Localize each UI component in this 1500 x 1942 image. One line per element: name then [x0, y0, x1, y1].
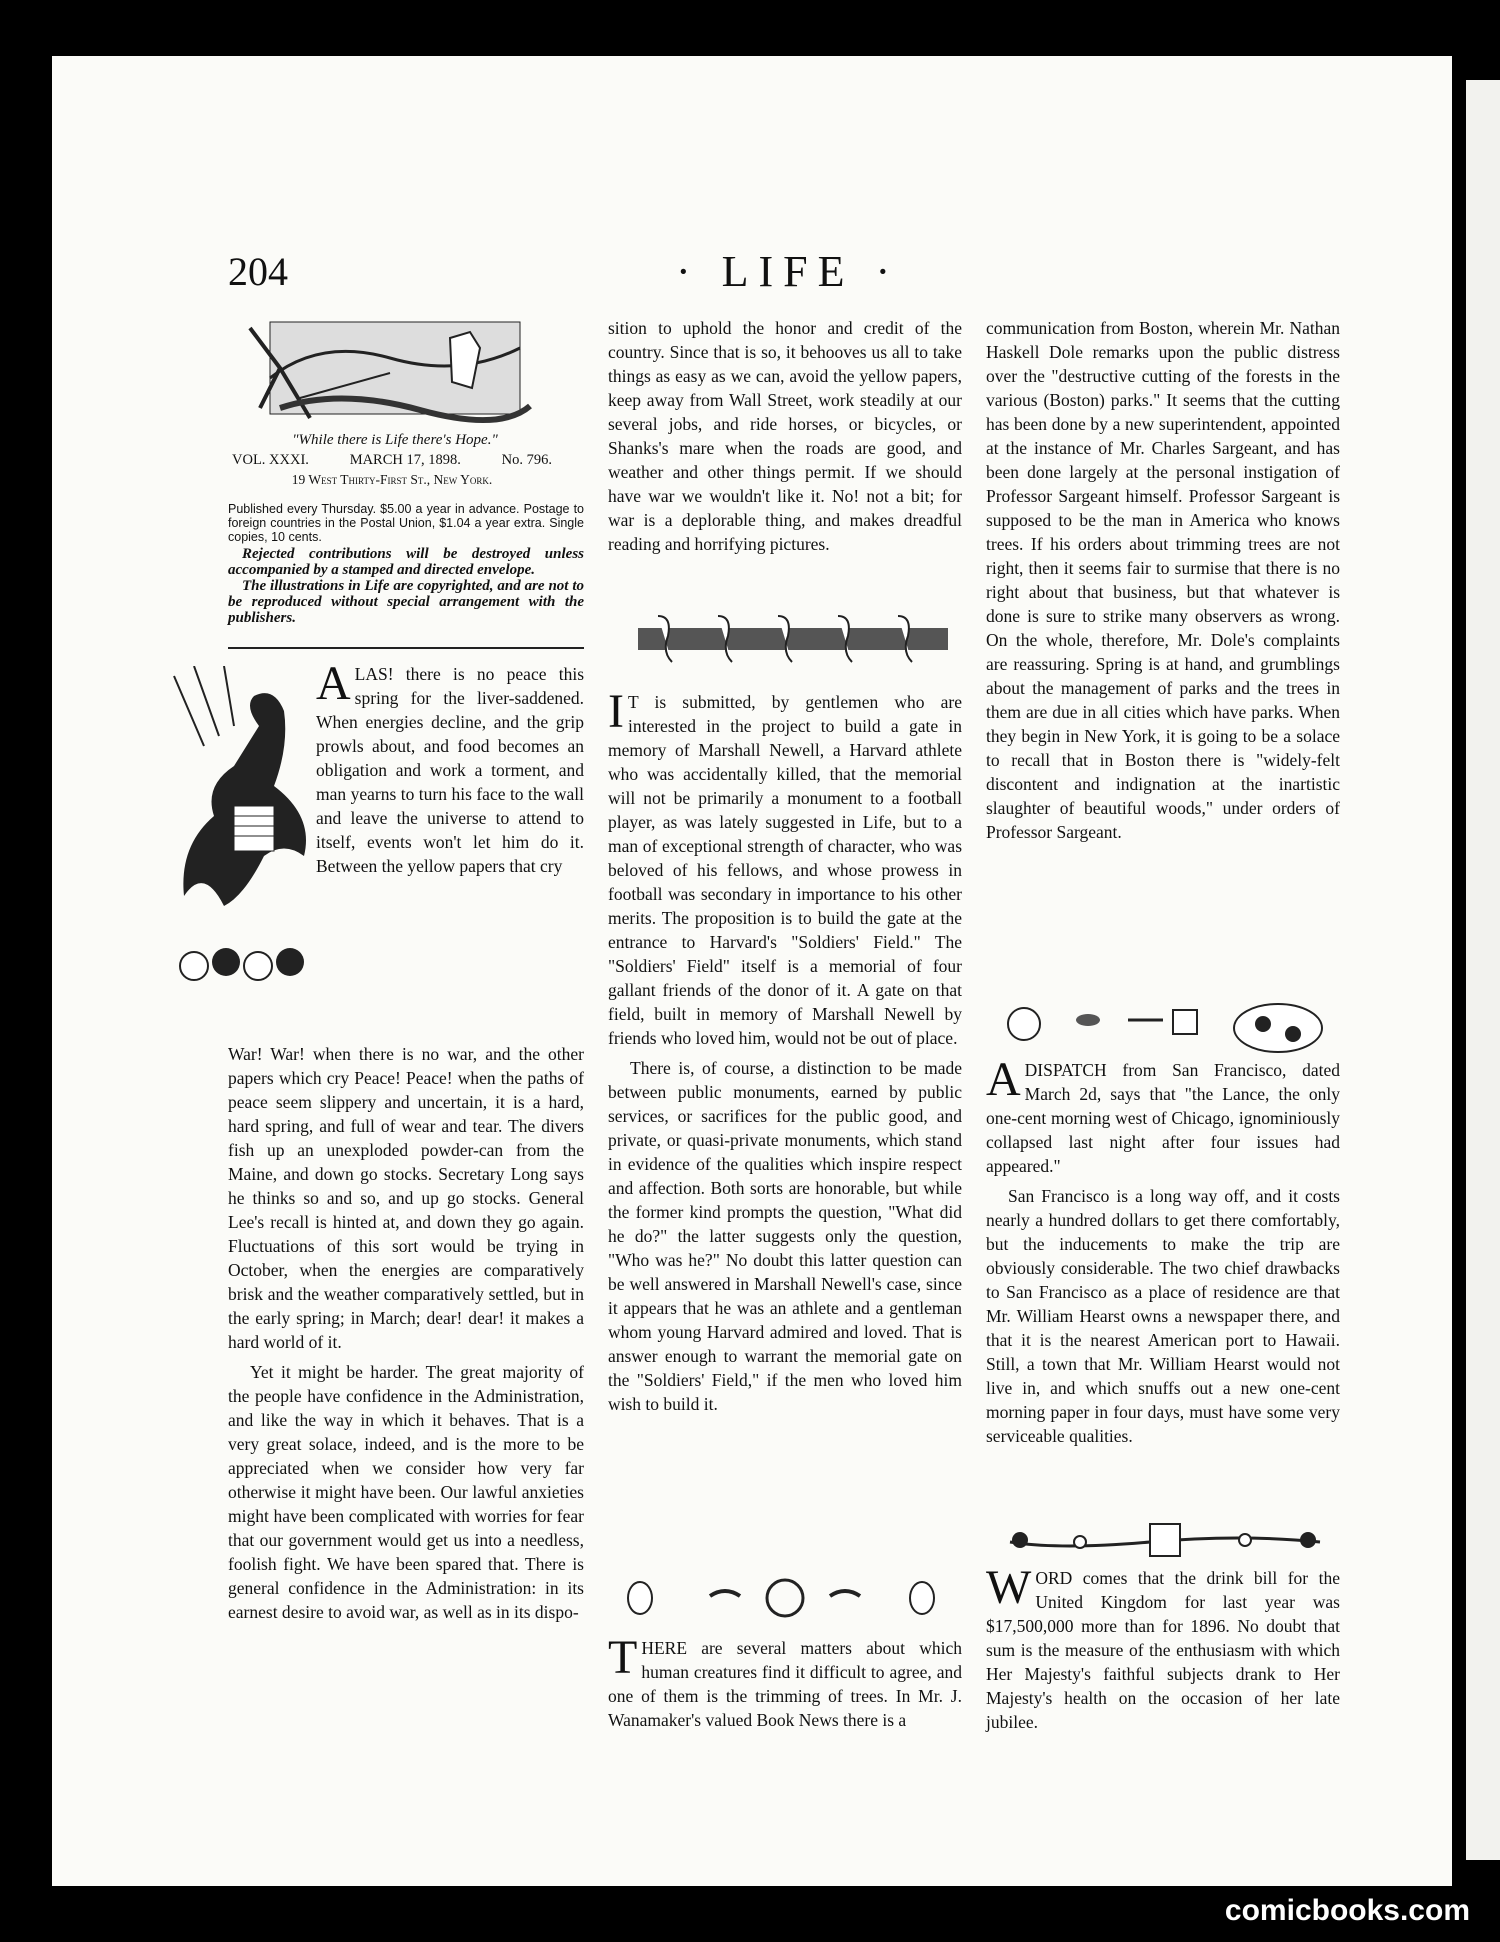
- masthead-rule: [228, 647, 584, 649]
- there-paragraph: [608, 1631, 962, 1732]
- owl-ornament: [620, 1576, 950, 1622]
- it-paragraph-1: [608, 685, 962, 1050]
- word-text: ORD comes that the drink bill for the United Kingdom for last year was $17,500,000 more than for 1896. No doubt that sum is the measure of the enthusiasm with which Her Majesty's faithful subjects drank to Her Majesty's health on the occasion of her late jubilee.: [986, 1568, 1340, 1732]
- there-drop-cap: T: [608, 1631, 638, 1684]
- publisher-address: 19 West Thirty-First St., New York.: [291, 472, 493, 487]
- word-paragraph: [986, 1561, 1340, 1734]
- trees-paragraph: communication from Boston, wherein Mr. Nathan Haskell Dole remarks upon the public distress over the "destructive cutting of the forests in the various (Boston) parks." It seems that the cutting has been done by a new superintendent, appointed at the instance of Mr. Charles Sargeant, and has been done largely at the personal instigation of Professor Sargeant himself. Professor Sargeant is supposed to be the man in America who knows trees. If his orders about trimming trees are not right, then it seems fair to surmise that there is no right about that business, but that whatever is done is sure to strike many observers as wrong. On the whole, therefore, Mr. Dole's complaints are reassuring. Spring is at hand, and grumblings about the management of parks and the trees in them are due in all cities which have parks. When they begin in New York, it is going to be a solace to recall that in Boston there is "widely-felt discontent and indignation at the inartistic slaughter of beautiful woods," under orders of Professor Sargeant.: [986, 318, 1340, 842]
- eagle-illustration: [164, 666, 316, 1008]
- cartoon-ornament: [988, 990, 1328, 1060]
- alas-continuation: sition to uphold the honor and credit of the country. Since that is so, it behooves us all to take things as easy as we can, avoid the yellow papers, keep away from Wall Street, work steadily at our several jobs, and ride horses, or bicycles, or Shanks's mare when the roads are good, and weather and other things permit. If we should have war we wouldn't like it. No! not a bit; for war is a deplorable thing, and makes dreadful reading and horrifying pictures.: [608, 318, 962, 554]
- chain-ornament: [1000, 1520, 1330, 1560]
- dispatch-drop-cap: A: [986, 1053, 1021, 1106]
- dispatch-article: [986, 1053, 1340, 1454]
- next-page-edge: [1466, 80, 1500, 1860]
- it-paragraph-2: There is, of course, a distinction to be made between public monuments, earned by public services, or sacrifices for the public good, and private, or quasi-private monuments, which stand in evidence of the qualities which inspire respect and affection. Both sorts are honorable, but while the former kind prompts the question, "What did he do?" the latter suggests only the question, "Who was he?" No doubt this latter question can be well answered in Marshall Newell's case, since it appears that he was an athlete and a gentleman whom young Harvard admired and loved. That is answer enough to warrant the memorial gate on the "Soldiers' Field," if the men who loved him wish to build it.: [608, 1058, 962, 1414]
- volume-line: [232, 452, 552, 469]
- copyright-notice: The illustrations in Life are copyrighted, and are not to be reproduced without special arrangement with the publishers.: [228, 578, 584, 626]
- issue-date: MARCH 17, 1898.: [349, 452, 461, 468]
- it-drop-cap: I: [608, 685, 624, 738]
- alas-article-opening: [316, 657, 584, 878]
- word-article: [986, 1561, 1340, 1740]
- column-2: [608, 316, 962, 562]
- dispatch-paragraph-1: [986, 1053, 1340, 1178]
- column-2-lower: [608, 685, 962, 1422]
- it-text: T is submitted, by gentlemen who are interested in the project to build a gate in memory of Marshall Newell, a Harvard athlete who was accidentally killed, that the memorial will not be primarily a monument to a football player, as was lately suggested in Life, but to a man of exceptional strength of character, who was beloved of his fellows, and whose prowess in football was secondary in importance to his other merits. The proposition is to build the gate at the entrance to Harvard's "Soldiers' Field." The "Soldiers' Field" itself is a memorial of four gallant friends of the donor of it. A gate on that field, built in memory of Marshall Newell by friends who loved him, would not be out of place.: [608, 692, 962, 1048]
- source-credit: comicbooks.com: [1224, 1894, 1470, 1927]
- issue-number: No. 796.: [501, 452, 552, 468]
- seahorse-ornament: [628, 606, 958, 672]
- there-article: [608, 1631, 962, 1738]
- editorial-notice: [228, 546, 584, 626]
- word-drop-cap: W: [986, 1561, 1032, 1614]
- alas-drop-cap: A: [316, 657, 351, 710]
- alas-paragraph-2: Yet it might be harder. The great majority of the people have confidence in the Administration, and like the way in which it behaves. That is a very great solace, indeed, and is the more to be appreciated when we consider how very far otherwise it might have been. Our lawful anxieties might have been complicated with worries for fear that our government would get us into a needless, foolish fight. We have been spared that. There is general confidence in the Administration: in its earnest desire to avoid war, as well as in its dispo-: [228, 1362, 584, 1622]
- dispatch-text: DISPATCH from San Francisco, dated March 2d, says that "the Lance, the only one-cent morning west of Chicago, ignominiously collapsed last night after four issues had appeared.": [986, 1060, 1340, 1176]
- page-number: 204: [228, 249, 288, 294]
- magazine-title: · LIFE ·: [676, 247, 901, 296]
- masthead-illustration: [240, 318, 546, 428]
- dispatch-paragraph-2: San Francisco is a long way off, and it costs nearly a hundred dollars to get there comfortably, but the inducements to make the trip are obviously considerable. The two chief drawbacks to San Francisco as a place of residence are that Mr. William Hearst owns a newspaper there, and that it is the nearest American port to Hawaii. Still, a town that Mr. William Hearst would not live in, and which snuffs out a new one-cent morning paper in four days, must have some very serviceable qualities.: [986, 1186, 1340, 1446]
- publication-terms: Published every Thursday. $5.00 a year in advance. Postage to foreign countries in the Postal Union, $1.04 a year extra. Single copies, 10 cents.: [228, 502, 584, 544]
- alas-text-top: LAS! there is no peace this spring for the liver-saddened. When energies decline, and the grip prowls about, and food becomes an obligation and work a torment, and man yearns to turn his face to the wall and leave the universe to attend to itself, events won't let him do it. Between the yellow papers that cry: [316, 664, 584, 876]
- masthead-motto: "While there is Life there's Hope.": [292, 432, 498, 448]
- there-text: HERE are several matters about which human creatures find it difficult to agree, and one of them is the trimming of trees. In Mr. J. Wanamaker's valued Book News there is a: [608, 1638, 962, 1730]
- rejected-notice: Rejected contributions will be destroyed unless accompanied by a stamped and directed envelope.: [228, 546, 584, 578]
- publication-notice: [228, 502, 584, 548]
- volume: VOL. XXXI.: [232, 452, 309, 468]
- column-1-body: [228, 1042, 584, 1630]
- alas-paragraph-1: War! War! when there is no war, and the other papers which cry Peace! Peace! when the paths of peace seem slippery and uncertain, it is a hard, hard spring, and full of wear and tear. The divers fish up an unexploded powder-can from the Maine, and down go stocks. Secretary Long says he thinks so and so, and up go stocks. General Lee's recall is hinted at, and down they go again. Fluctuations of this sort would be trying in October, when the energies are comparatively brisk and the weather comparatively settled, but in the early spring; in March; dear! dear! it makes a hard world of it.: [228, 1044, 584, 1352]
- column-3: [986, 316, 1340, 850]
